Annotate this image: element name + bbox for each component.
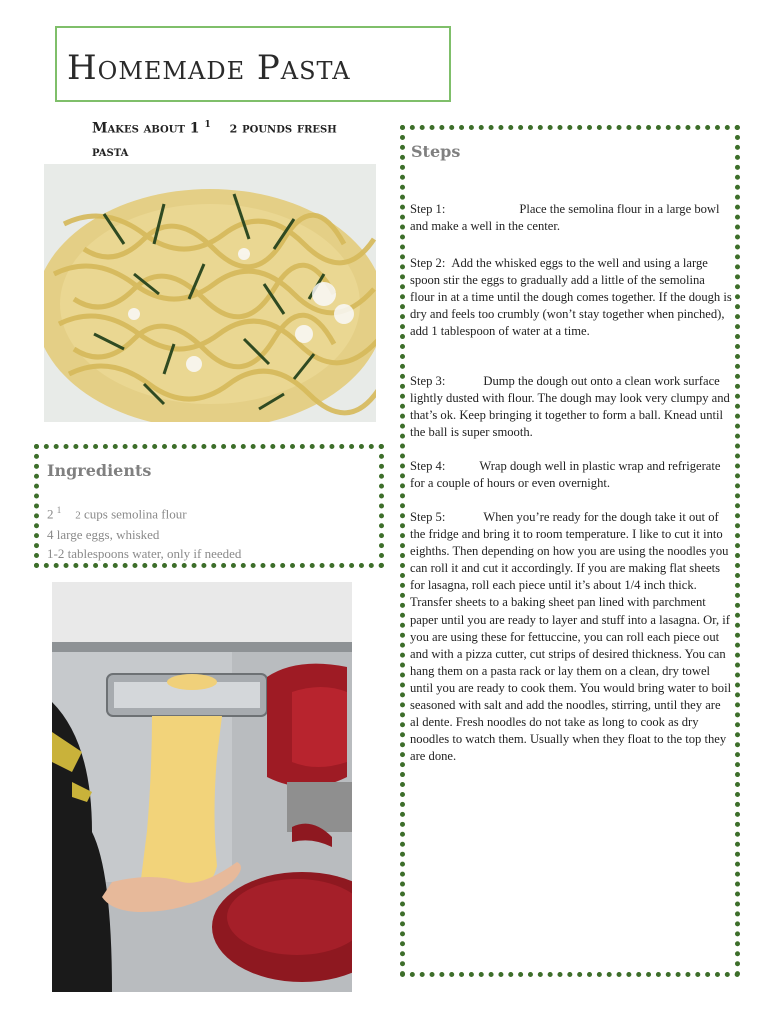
ingredients-heading: Ingredients: [47, 461, 152, 480]
ingredient-item: 1-2 tablespoons water, only if needed: [47, 546, 242, 562]
step-2: [410, 255, 732, 340]
yield-text: [92, 114, 372, 163]
step-text: Place the semolina flour in a large bowl and make a well in the center.: [410, 202, 720, 234]
step-label: Step 3:: [410, 374, 446, 388]
yield-fraction-den: 2: [229, 122, 238, 136]
ingredients-list: [47, 501, 241, 563]
yield-prefix: Makes about 1: [92, 120, 200, 137]
page-title: Homemade Pasta: [67, 48, 351, 88]
step-text: Wrap dough well in plastic wrap and refrigerate for a couple of hours or even overnight.: [410, 459, 721, 491]
pasta-machine-photo: [52, 582, 352, 992]
ingredient-text: cups semolina flour: [84, 506, 187, 522]
ingredient-quantity: 2: [47, 506, 54, 522]
step-3: [410, 373, 732, 441]
step-5: [410, 509, 732, 765]
ingredient-fraction-den: 2: [75, 509, 81, 522]
ingredient-item: 4 large eggs, whisked: [47, 527, 160, 543]
steps-heading: Steps: [411, 142, 461, 161]
step-label: Step 4:: [410, 459, 446, 473]
step-label: Step 2:: [410, 256, 446, 270]
step-text: When you’re ready for the dough take it out of the fridge and bring it to room temperature. I like to cut it into eighths. Then depending on how you are using the noodles you can roll it and cut it accordingly. If you are making flat sheets for lasagna, roll each piece until it’s about 1/4 inch thick. Transfer sheets to a baking sheet pan lined with parchment paper until you are ready to layer and stuff into a lasagna. Or, if you are using these for fettuccine, you can roll each piece out and with a pizza cutter, cut strips of desired thickness. You can hang them on a pasta rack or lay them on a clean, dry towel until you are ready to cook them. You would bring water to boil seasoned with salt and add the noodles, stirring, until they are al dente. Fresh noodles do not take as long to cook as dry noodles to watch them. Usually when they float to the top they are done.: [410, 510, 732, 764]
pasta-photo: [44, 164, 376, 422]
step-text: Dump the dough out onto a clean work surface lightly dusted with flour. The dough may look very clumpy and that’s ok. Keep bringing it together to form a ball. Knead until the ball is super smooth.: [410, 374, 730, 440]
step-label: Step 5:: [410, 510, 446, 524]
steps-box: [400, 125, 740, 977]
step-4: [410, 458, 732, 492]
ingredients-box: [34, 444, 384, 568]
ingredient-item: [47, 501, 241, 525]
step-label: Step 1:: [410, 202, 446, 216]
title-box: [55, 26, 451, 102]
yield-suffix: pounds fresh pasta: [92, 120, 337, 160]
step-1: [410, 201, 732, 235]
yield-fraction-num: 1: [204, 120, 211, 130]
ingredient-fraction-num: 1: [56, 505, 62, 515]
step-text: Add the whisked eggs to the well and using a large spoon stir the eggs to gradually add a little of the semolina flour in at a time until the dough comes together. If the dough is dry and feels too crumbly (won’t stay together when pinched), add 1 tablespoon of water at a time.: [410, 256, 732, 339]
